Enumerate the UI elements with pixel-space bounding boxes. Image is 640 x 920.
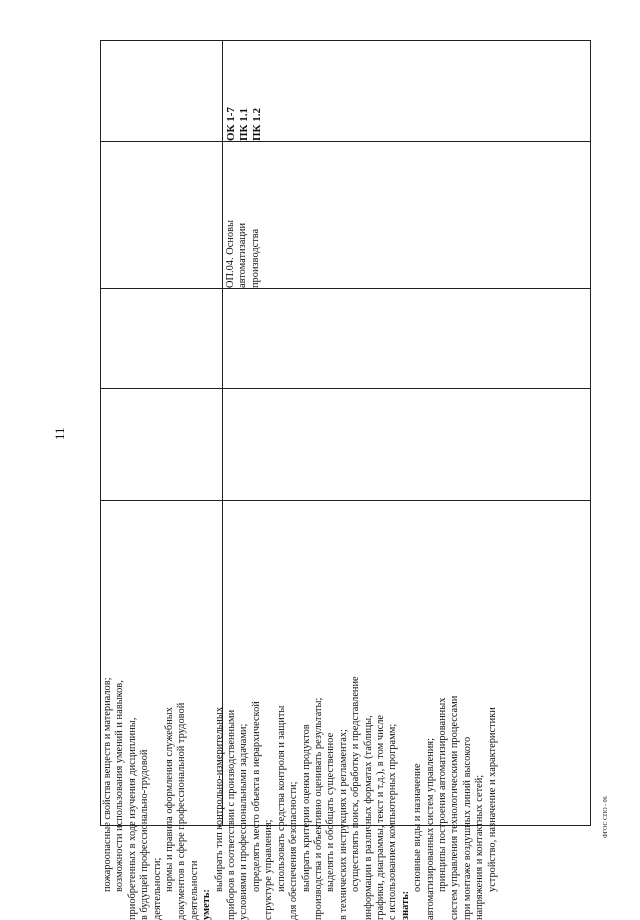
description-line: автоматизированных систем управления; bbox=[424, 738, 436, 920]
description-line: выделять и обобщать существенное bbox=[325, 732, 337, 892]
description-line: использовать средства контроля и защиты bbox=[275, 705, 287, 892]
description-line: деятельности bbox=[188, 860, 200, 920]
description-line: информации в различных форматах (таблицы, bbox=[362, 715, 374, 920]
column-divider bbox=[100, 141, 591, 142]
description-line: при монтаже воздушных линий высокого bbox=[461, 736, 473, 920]
description-line: основные виды и назначение bbox=[412, 763, 424, 892]
description-line: выбирать тип контрольно-измерительных bbox=[213, 706, 225, 892]
competence-code: ОК 1-7 bbox=[225, 107, 237, 141]
discipline-name bbox=[225, 188, 262, 288]
description-line: документов в сфере профессиональной трудовой bbox=[176, 702, 188, 920]
description-line: с использованием компьютерных программ; bbox=[387, 723, 399, 920]
description-line: нормы и правила оформления служебных bbox=[164, 707, 176, 892]
discipline-line: автоматизации bbox=[237, 222, 249, 288]
description-line: выбирать критерии оценки продуктов bbox=[300, 724, 312, 892]
discipline-line: производства bbox=[249, 228, 261, 288]
table-border-left bbox=[100, 40, 101, 826]
description-line: условиями и профессиональными задачами; bbox=[238, 723, 250, 920]
page-number: 11 bbox=[52, 427, 67, 440]
table-border-top bbox=[100, 40, 591, 41]
description-line: деятельности; bbox=[151, 857, 163, 920]
description-line: напряжения и контактных сетей; bbox=[474, 774, 486, 920]
competence-description bbox=[102, 495, 499, 920]
section-heading: знать: bbox=[399, 890, 411, 920]
description-line: систем управления технологическими процессами bbox=[449, 695, 461, 920]
description-line: осуществлять поиск, обработку и представление bbox=[350, 676, 362, 892]
competence-code: ПК 1.1 bbox=[238, 107, 250, 141]
description-line: для обеспечения безопасности; bbox=[288, 781, 300, 920]
section-heading: уметь: bbox=[201, 889, 213, 920]
description-line: приборов в соответствии с производственными bbox=[226, 709, 238, 920]
discipline-line: ОП.04. Основы bbox=[225, 220, 236, 288]
description-line: определять место объекта в иерархической bbox=[250, 701, 262, 892]
description-line: возможности использования умений и навыков, bbox=[114, 680, 126, 892]
description-line: в будущей профессионально-трудовой bbox=[139, 749, 151, 920]
competence-codes bbox=[225, 61, 264, 141]
competence-code: ПК 1.2 bbox=[251, 107, 263, 141]
description-line: приобретенных в ходе изучения дисциплины, bbox=[126, 717, 138, 920]
footer-label: ФГОС СПО - 06 bbox=[603, 796, 609, 838]
description-line: структуре управления; bbox=[263, 819, 275, 920]
column-divider bbox=[100, 388, 591, 389]
description-line: производства и объективно оценивать результаты; bbox=[312, 697, 324, 920]
table-border-right bbox=[590, 40, 591, 826]
description-line: принципы построения автоматизированных bbox=[436, 697, 448, 892]
description-line: пожароопасные свойства веществ и материалов; bbox=[102, 677, 113, 892]
description-line: в технических инструкциях и регламентах; bbox=[337, 729, 349, 920]
description-line: графики, диаграммы, текст и т.д.), в том числе bbox=[374, 714, 386, 920]
column-divider bbox=[100, 288, 591, 289]
description-line: устройство, назначение и характеристики bbox=[486, 707, 498, 892]
